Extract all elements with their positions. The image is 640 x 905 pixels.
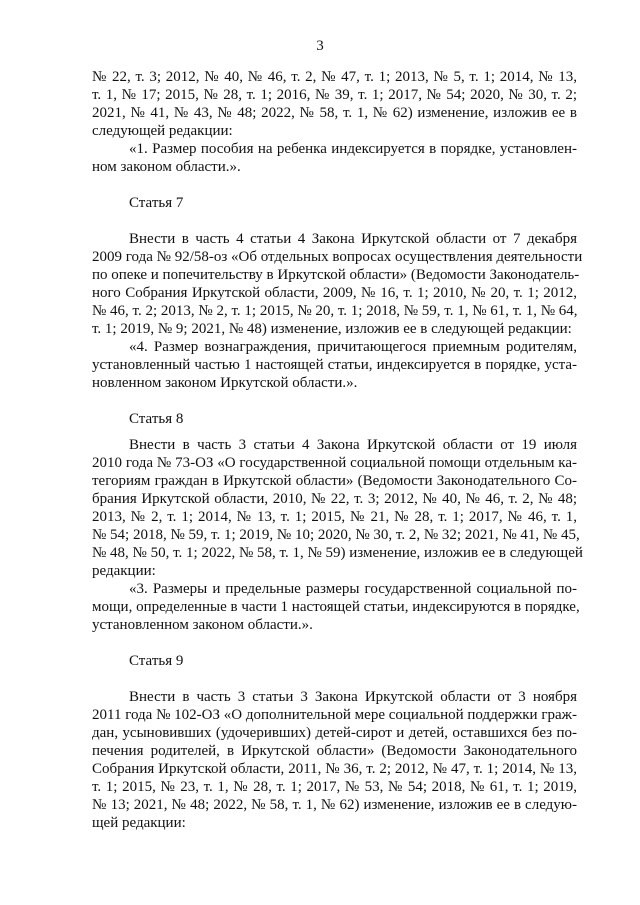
text-line: «4. Размер вознаграждения, причитающегося приемным родителям, [129,339,577,355]
text-line: тегориям граждан в Иркутской области» (Ведомости Законодательного Со- [92,473,577,489]
text-line: № 22, т. 3; 2012, № 40, № 46, т. 2, № 47, т. 1; 2013, № 5, т. 1; 2014, № 13, [92,69,577,85]
text-line: 2011 года № 102-ОЗ «О дополнительной мере социальной поддержки граж- [92,707,577,723]
text-line: ном законом области.». [92,159,241,175]
article-9-heading: Статья 9 [129,653,184,669]
text-line: по опеке и попечительству в Иркутской области» (Ведомости Законодатель- [92,267,580,283]
text-line: печения родителей, в Иркутской области» (Ведомости Законодательного [92,743,577,759]
page-number: 3 [316,38,324,54]
text-line: щей редакции: [92,815,186,831]
paragraph-article-7 [92,230,583,338]
text-line: 2010 года № 73-ОЗ «О государственной социальной помощи отдельным ка- [92,455,577,471]
text-line: установленном законом области.». [92,617,313,633]
text-line: т. 1, № 17; 2015, № 28, т. 1; 2016, № 39, т. 1; 2017, № 54; 2020, № 30, т. 2; [92,87,577,103]
article-7-heading: Статья 7 [129,195,184,211]
text-line: Внести в часть 4 статьи 4 Закона Иркутской области от 7 декабря [129,231,577,247]
text-line: новленном законом Иркутской области.». [92,375,358,391]
text-line: 2021, № 41, № 43, № 48; 2022, № 58, т. 1, № 62) изменение, изложив ее в [92,105,577,121]
text-line: брания Иркутской области, 2010, № 22, т. 3; 2012, № 40, № 46, т. 2, № 48; [92,491,577,507]
text-line: следующей редакции: [92,123,233,139]
text-line: установленный частью 1 настоящей статьи, индексируется в порядке, уста- [92,357,577,373]
paragraph-continuation [92,68,577,140]
text-line: № 48, № 50, т. 1; 2022, № 58, т. 1, № 59) изменение, изложив ее в следующей [92,545,583,561]
text-line: № 13; 2021, № 48; 2022, № 58, т. 1, № 62) изменение, изложив ее в следую- [92,797,577,813]
paragraph-quote-1 [92,140,577,176]
text-line: «3. Размеры и предельные размеры государственной социальной по- [129,581,577,597]
text-line: редакции: [92,563,156,579]
text-line: 2013, № 2, т. 1; 2014, № 13, т. 1; 2015, № 21, № 28, т. 1; 2017, № 46, т. 1, [92,509,577,525]
paragraph-article-9 [92,688,577,832]
paragraph-quote-4 [92,338,577,392]
text-line: «1. Размер пособия на ребенка индексируется в порядке, установлен- [129,141,577,157]
text-line: 2009 года № 92/58-оз «Об отдельных вопросах осуществления деятельности [92,249,583,265]
paragraph-quote-3 [92,580,580,634]
text-line: т. 1; 2019, № 9; 2021, № 48) изменение, изложив ее в следующей редакции: [92,321,572,337]
text-line: ного Собрания Иркутской области, 2009, № 16, т. 1; 2010, № 20, т. 1; 2012, [92,285,577,301]
text-line: № 54; 2018, № 59, т. 1; 2019, № 10; 2020, № 30, т. 2, № 32; 2021, № 41, № 45, [92,527,580,543]
text-line: Внести в часть 3 статьи 4 Закона Иркутской области от 19 июля [129,437,577,453]
text-line: дан, усыновивших (удочеривших) детей-сирот и детей, оставшихся без по- [92,725,577,741]
text-line: Собрания Иркутской области, 2011, № 36, т. 2; 2012, № 47, т. 1; 2014, № 13, [92,761,577,777]
text-line: Внести в часть 3 статьи 3 Закона Иркутской области от 3 ноября [129,689,577,705]
text-line: № 46, т. 2; 2013, № 2, т. 1; 2015, № 20, т. 1; 2018, № 59, т. 1, № 61, т. 1, № 64, [92,303,578,319]
article-8-heading: Статья 8 [129,411,184,427]
text-line: т. 1; 2015, № 23, т. 1, № 28, т. 1; 2017, № 53, № 54; 2018, № 61, т. 1; 2019, [92,779,577,795]
paragraph-article-8 [92,436,583,580]
text-line: мощи, определенные в части 1 настоящей статьи, индексируются в порядке, [92,599,580,615]
